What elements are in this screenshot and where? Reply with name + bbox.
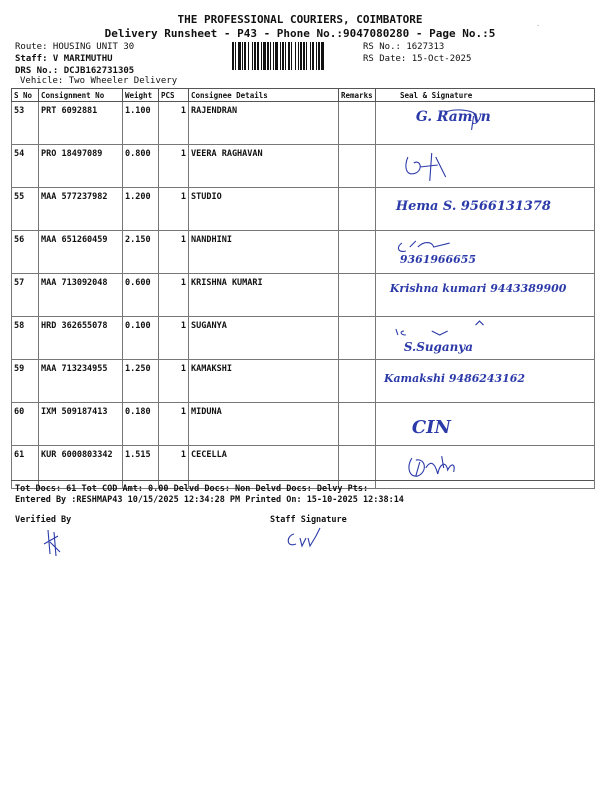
vehicle-text: Vehicle: Two Wheeler Delivery — [20, 76, 178, 86]
staff-signature-label: Staff Signature — [270, 515, 347, 525]
weight-cell: 0.180 — [123, 403, 159, 446]
table-row — [12, 446, 595, 489]
sno-cell: 56 — [12, 231, 39, 274]
table-row — [12, 317, 595, 360]
consignment-cell: PRO 18497089 — [39, 145, 123, 188]
consignee-cell: MIDUNA — [189, 403, 339, 446]
table-row — [12, 360, 595, 403]
consignee-cell: NANDHINI — [189, 231, 339, 274]
weight-cell: 2.150 — [123, 231, 159, 274]
table-row — [12, 403, 595, 446]
weight-cell: 1.250 — [123, 360, 159, 403]
svg-text:Krishna kumari 9443389900: Krishna kumari 9443389900 — [389, 282, 567, 296]
pcs-cell: 1 — [159, 360, 189, 403]
rs-date: RS Date: 15-Oct-2025 — [363, 54, 472, 64]
svg-text:G. Ramyn: G. Ramyn — [415, 109, 491, 126]
svg-text:S.Suganya: S.Suganya — [403, 339, 473, 354]
handwritten-signature — [376, 145, 594, 187]
col-weight: Weight — [123, 89, 159, 102]
drs-number: DRS No.: DCJB162731305 — [15, 66, 135, 76]
runsheet-subtitle: Delivery Runsheet - P43 - Phone No.:9047080280 - Page No.:5 — [104, 27, 496, 40]
weight-cell: 1.200 — [123, 188, 159, 231]
entered-by-line: Entered By :RESHMAP43 10/15/2025 12:34:28 PM Printed On: 15-10-2025 12:38:14 — [15, 495, 404, 505]
signature-cell — [376, 360, 595, 403]
consignment-cell: MAA 713092048 — [39, 274, 123, 317]
signature-cell — [376, 446, 595, 489]
staff-text: Staff: V MARIMUTHU — [15, 54, 113, 64]
rs-number: RS No.: 1627313 — [363, 42, 445, 52]
signature-cell — [376, 274, 595, 317]
col-consignment: Consignment No — [39, 89, 123, 102]
signature-cell — [376, 317, 595, 360]
signature-cell — [376, 102, 595, 145]
sno-cell: 61 — [12, 446, 39, 489]
sno-cell: 53 — [12, 102, 39, 145]
pcs-cell: 1 — [159, 317, 189, 360]
handwritten-signature — [376, 188, 594, 230]
consignment-cell: HRD 362655078 — [39, 317, 123, 360]
consignee-cell: CECELLA — [189, 446, 339, 489]
remarks-cell — [339, 403, 376, 446]
verifier-signature — [40, 526, 80, 558]
consignment-cell: KUR 6000803342 — [39, 446, 123, 489]
footer-divider — [11, 480, 594, 481]
pcs-cell: 1 — [159, 403, 189, 446]
consignee-cell: RAJENDRAN — [189, 102, 339, 145]
weight-cell: 1.515 — [123, 446, 159, 489]
weight-cell: 0.800 — [123, 145, 159, 188]
handwritten-signature — [376, 403, 594, 445]
handwritten-signature — [376, 274, 594, 316]
sno-cell: 59 — [12, 360, 39, 403]
pcs-cell: 1 — [159, 145, 189, 188]
col-sno: S No — [12, 89, 39, 102]
remarks-cell — [339, 360, 376, 403]
signature-cell — [376, 145, 595, 188]
handwritten-signature — [376, 102, 594, 144]
consignee-cell: KRISHNA KUMARI — [189, 274, 339, 317]
signature-cell — [376, 403, 595, 446]
remarks-cell — [339, 231, 376, 274]
consignment-cell: IXM 509187413 — [39, 403, 123, 446]
col-signature: Seal & Signature — [376, 89, 595, 102]
col-consignee: Consignee Details — [189, 89, 339, 102]
consignment-cell: MAA 713234955 — [39, 360, 123, 403]
svg-text:CIN: CIN — [411, 416, 451, 438]
consignee-cell: SUGANYA — [189, 317, 339, 360]
svg-text:Hema S. 9566131378: Hema S. 9566131378 — [395, 198, 551, 214]
sno-cell: 54 — [12, 145, 39, 188]
barcode — [232, 42, 360, 70]
runsheet-table — [11, 88, 595, 489]
pcs-cell: 1 — [159, 188, 189, 231]
svg-text:9361966655: 9361966655 — [399, 252, 476, 266]
col-pcs: PCS — [159, 89, 189, 102]
col-remarks: Remarks — [339, 89, 376, 102]
signature-cell — [376, 231, 595, 274]
consignee-cell: VEERA RAGHAVAN — [189, 145, 339, 188]
verified-by-label: Verified By — [15, 515, 72, 525]
pcs-cell: 1 — [159, 231, 189, 274]
weight-cell: 1.100 — [123, 102, 159, 145]
consignee-cell: KAMAKSHI — [189, 360, 339, 403]
staff-signature — [280, 524, 340, 552]
handwritten-signature — [376, 360, 594, 402]
weight-cell: 0.100 — [123, 317, 159, 360]
pcs-cell: 1 — [159, 274, 189, 317]
sno-cell: 55 — [12, 188, 39, 231]
handwritten-signature — [376, 446, 594, 488]
totals-line: Tot Docs: 61 Tot COD Amt: 0.00 Delvd Docs: Non Delvd Docs: Delvy Pts: — [15, 484, 369, 494]
consignment-cell: MAA 651260459 — [39, 231, 123, 274]
table-row — [12, 231, 595, 274]
table-row — [12, 145, 595, 188]
company-title: THE PROFESSIONAL COURIERS, COIMBATORE — [177, 13, 423, 26]
table-row — [12, 102, 595, 145]
svg-text:Kamakshi 9486243162: Kamakshi 9486243162 — [383, 371, 525, 385]
remarks-cell — [339, 317, 376, 360]
signature-cell — [376, 188, 595, 231]
sno-cell: 58 — [12, 317, 39, 360]
table-row — [12, 274, 595, 317]
remarks-cell — [339, 274, 376, 317]
scan-mark: · — [536, 22, 541, 30]
consignee-cell: STUDIO — [189, 188, 339, 231]
pcs-cell: 1 — [159, 446, 189, 489]
sno-cell: 57 — [12, 274, 39, 317]
barcode-bar — [324, 42, 325, 70]
consignment-cell: MAA 577237982 — [39, 188, 123, 231]
remarks-cell — [339, 145, 376, 188]
remarks-cell — [339, 102, 376, 145]
handwritten-signature — [376, 317, 594, 359]
sno-cell: 60 — [12, 403, 39, 446]
route-text: Route: HOUSING UNIT 30 — [15, 42, 135, 52]
weight-cell: 0.600 — [123, 274, 159, 317]
consignment-cell: PRT 6092881 — [39, 102, 123, 145]
remarks-cell — [339, 446, 376, 489]
remarks-cell — [339, 188, 376, 231]
table-header-row — [12, 89, 595, 102]
handwritten-signature — [376, 231, 594, 273]
table-row — [12, 188, 595, 231]
pcs-cell: 1 — [159, 102, 189, 145]
